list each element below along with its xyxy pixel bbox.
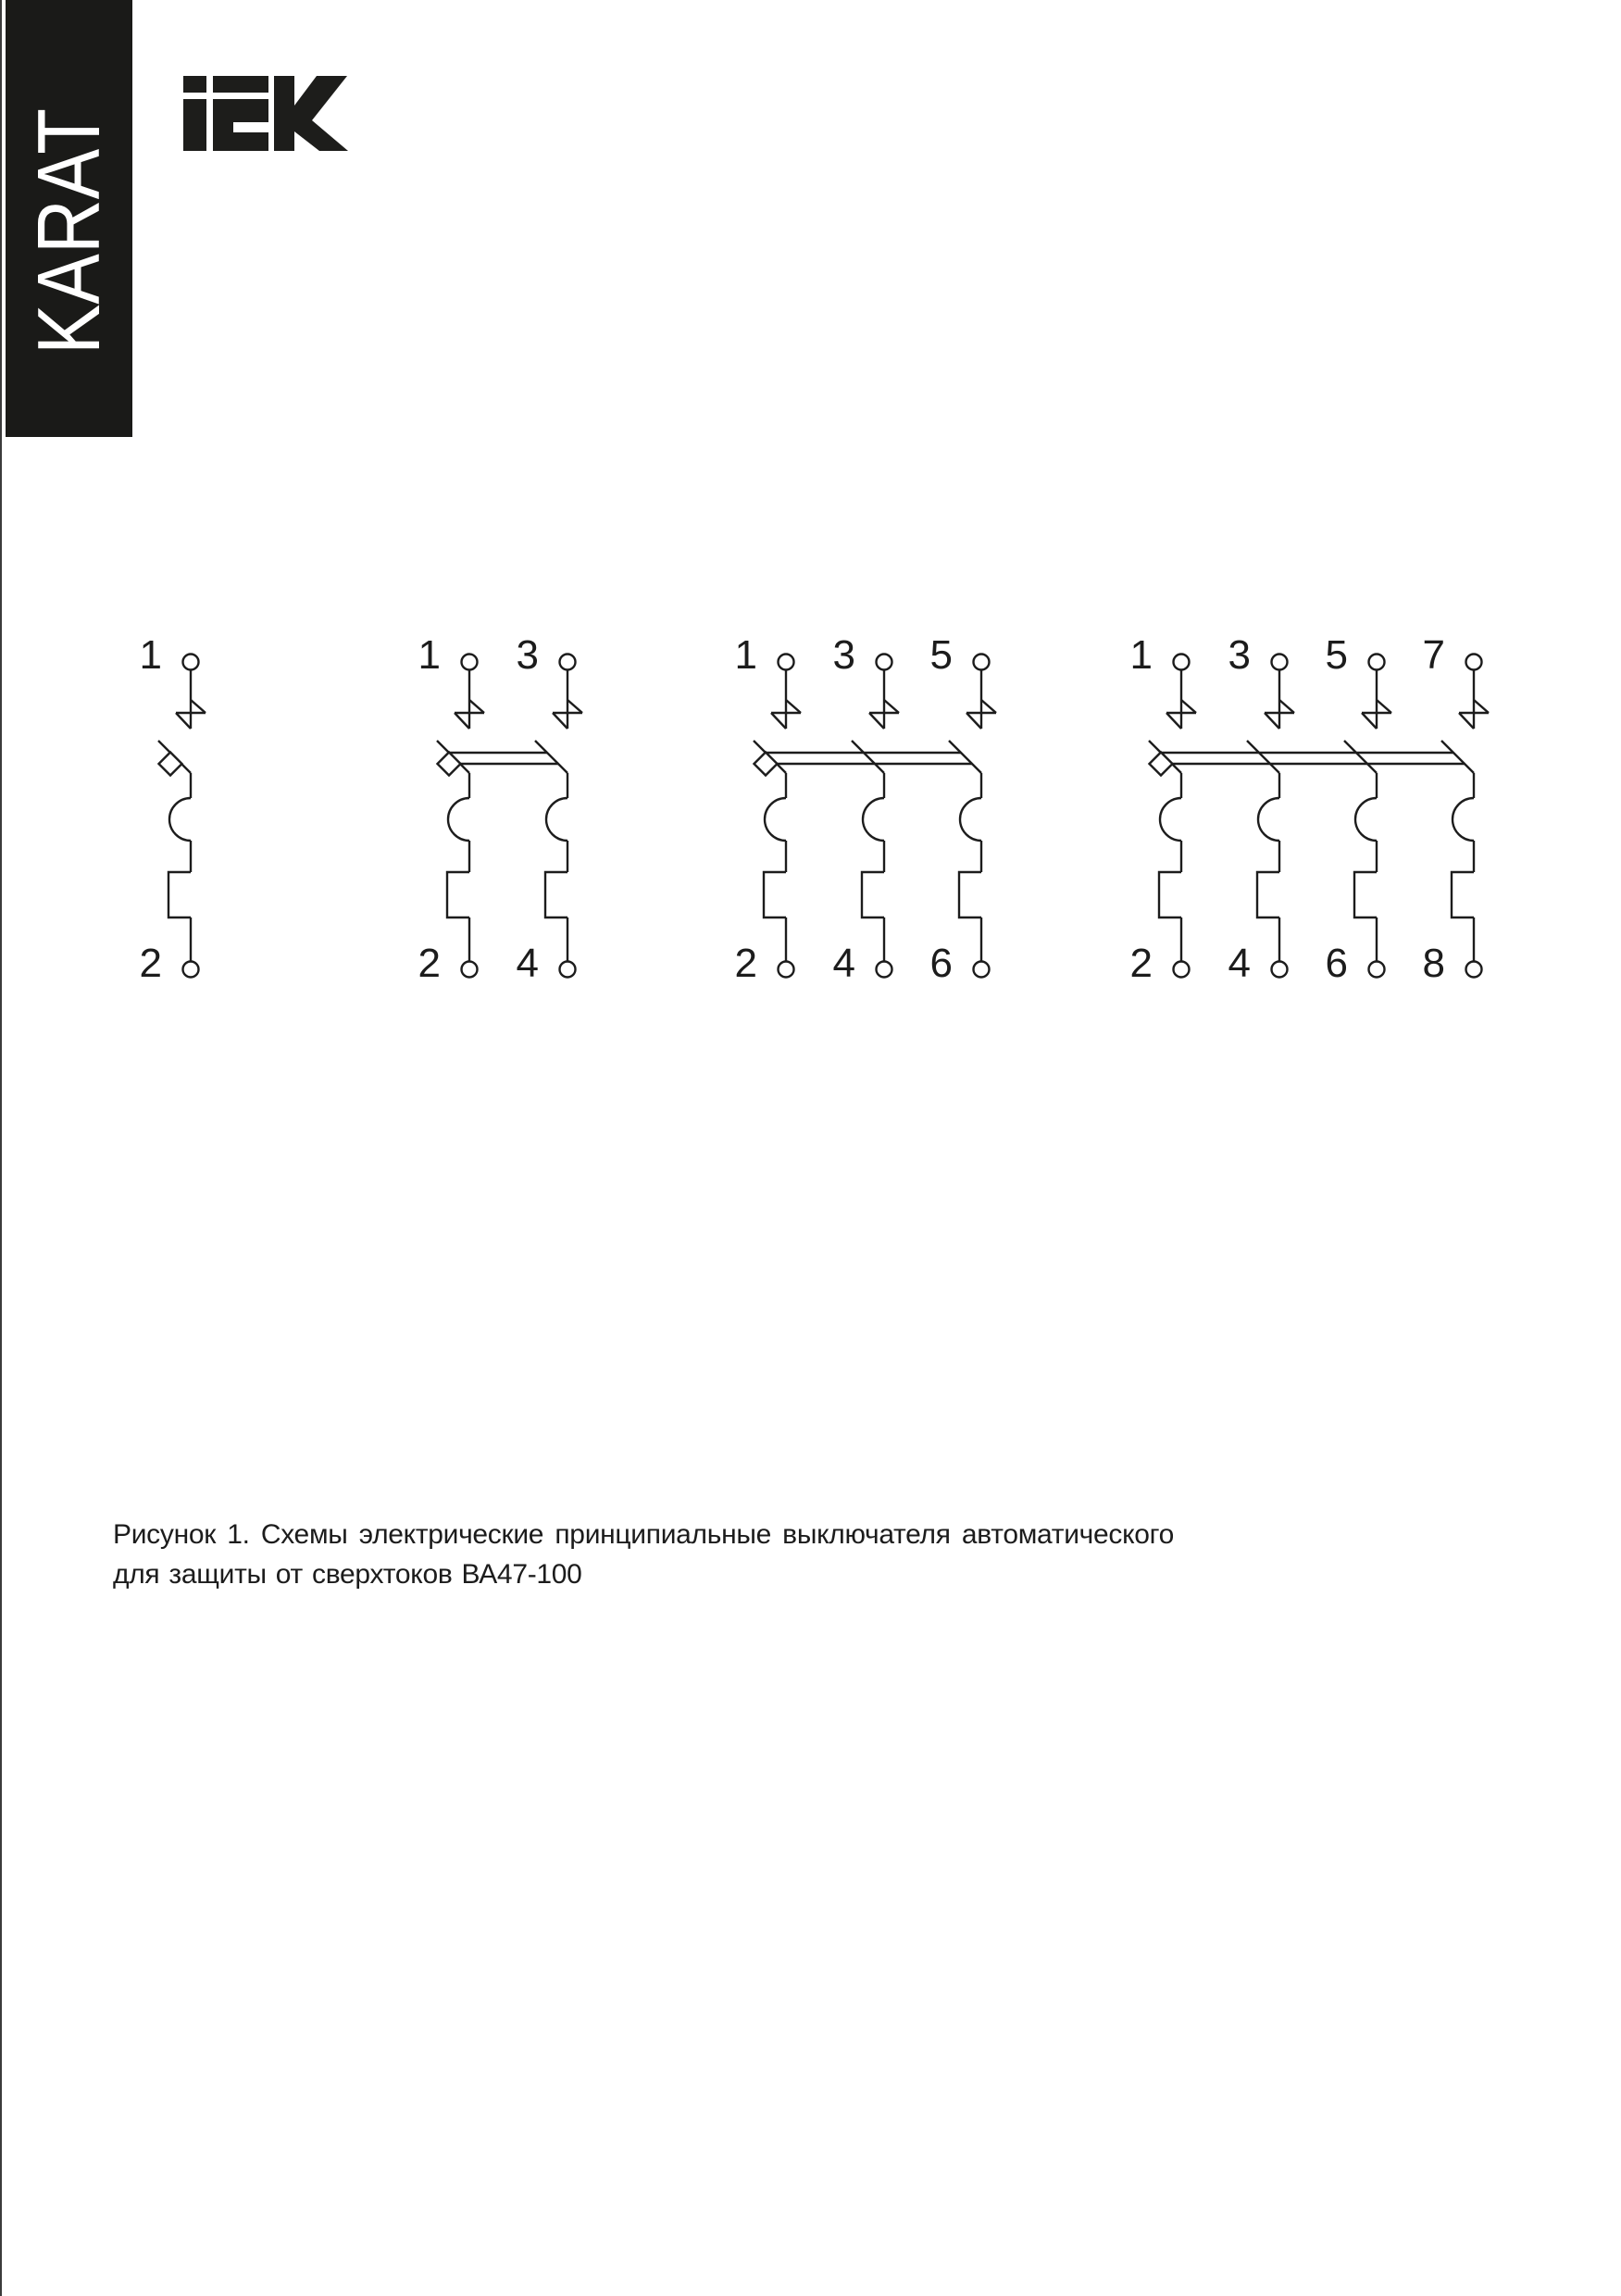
terminal-label-top: 1: [139, 632, 162, 678]
figure-caption-line1: Рисунок 1. Схемы электрические принципиальные выключателя автоматического: [113, 1519, 1174, 1550]
logo-k-upper-arm: [294, 76, 347, 120]
magnetic-release-arc: [1258, 798, 1279, 841]
terminal-label-top: 7: [1422, 632, 1445, 678]
terminal-circle-bottom: [1369, 962, 1385, 978]
terminal-label-bottom: 4: [832, 941, 855, 986]
terminal-label-bottom: 4: [516, 941, 539, 986]
thermal-release-notch: [168, 872, 191, 917]
magnetic-release-arc: [448, 798, 469, 841]
latch-square: [1150, 753, 1173, 776]
banner-title: KARAT: [19, 108, 118, 355]
figure-caption-line2: для защиты от сверхтоков ВА47-100: [113, 1559, 582, 1590]
pole-5: [1326, 632, 1391, 986]
iek-logo: [181, 74, 353, 153]
logo-i-bar: [183, 99, 206, 151]
logo-k-lower-arm: [294, 120, 348, 151]
schematic-3-pole: [735, 632, 996, 986]
pole-3: [833, 632, 899, 986]
logo-e-body: [213, 99, 268, 151]
terminal-circle-top: [1272, 655, 1288, 670]
terminal-label-top: 1: [418, 632, 441, 678]
magnetic-release-arc: [960, 798, 981, 841]
pole-1: [1130, 632, 1196, 986]
terminal-label-top: 3: [1228, 632, 1251, 678]
pole-7: [1423, 632, 1489, 986]
thermal-release-notch: [1452, 872, 1474, 917]
terminal-circle-top: [1369, 655, 1385, 670]
terminal-label-bottom: 6: [929, 941, 953, 986]
terminal-label-top: 5: [929, 632, 953, 678]
terminal-circle-top: [183, 655, 199, 670]
thermal-release-notch: [1354, 872, 1377, 917]
logo-k-stem: [274, 76, 294, 151]
thermal-release-notch: [1159, 872, 1181, 917]
schematic-2-pole: [418, 632, 582, 986]
figure-caption: [113, 1515, 1174, 1594]
terminal-circle-top: [877, 655, 892, 670]
magnetic-release-arc: [863, 798, 884, 841]
terminal-label-bottom: 2: [1129, 941, 1153, 986]
terminal-circle-top: [560, 655, 576, 670]
logo-e-top: [213, 76, 268, 93]
terminal-label-top: 3: [832, 632, 855, 678]
terminal-label-top: 1: [734, 632, 757, 678]
terminal-circle-bottom: [462, 962, 478, 978]
page-edge-line: [0, 0, 2, 2296]
latch-square: [438, 753, 461, 776]
terminal-label-bottom: 4: [1228, 941, 1251, 986]
schematic-1-pole: [140, 632, 206, 986]
terminal-label-bottom: 2: [734, 941, 757, 986]
terminal-circle-top: [779, 655, 794, 670]
terminal-circle-top: [1466, 655, 1482, 670]
terminal-label-top: 1: [1129, 632, 1153, 678]
thermal-release-notch: [764, 872, 786, 917]
terminal-circle-top: [1174, 655, 1190, 670]
schematic-4-pole: [1130, 632, 1489, 986]
terminal-label-bottom: 2: [139, 941, 162, 986]
thermal-release-notch: [1257, 872, 1279, 917]
thermal-release-notch: [959, 872, 981, 917]
pole-3: [1228, 632, 1294, 986]
terminal-circle-bottom: [183, 962, 199, 978]
terminal-circle-bottom: [1174, 962, 1190, 978]
thermal-release-notch: [545, 872, 567, 917]
terminal-label-bottom: 2: [418, 941, 441, 986]
pole-1: [418, 632, 484, 986]
pole-1: [735, 632, 801, 986]
karat-banner: [6, 0, 132, 437]
terminal-circle-bottom: [1466, 962, 1482, 978]
thermal-release-notch: [447, 872, 469, 917]
magnetic-release-arc: [1453, 798, 1474, 841]
terminal-label-top: 5: [1325, 632, 1348, 678]
pole-3: [517, 632, 582, 986]
logo-i-dot: [183, 76, 206, 93]
terminal-circle-bottom: [560, 962, 576, 978]
magnetic-release-arc: [169, 798, 191, 841]
pole-1: [140, 632, 206, 986]
terminal-circle-bottom: [779, 962, 794, 978]
terminal-label-bottom: 8: [1422, 941, 1445, 986]
terminal-circle-bottom: [877, 962, 892, 978]
terminal-circle-bottom: [1272, 962, 1288, 978]
iek-logo-shapes: [183, 76, 348, 151]
magnetic-release-arc: [765, 798, 786, 841]
pole-5: [930, 632, 996, 986]
terminal-circle-bottom: [974, 962, 990, 978]
terminal-circle-top: [462, 655, 478, 670]
magnetic-release-arc: [546, 798, 567, 841]
magnetic-release-arc: [1355, 798, 1377, 841]
thermal-release-notch: [862, 872, 884, 917]
terminal-circle-top: [974, 655, 990, 670]
terminal-label-top: 3: [516, 632, 539, 678]
latch-square: [159, 753, 182, 776]
terminal-label-bottom: 6: [1325, 941, 1348, 986]
magnetic-release-arc: [1160, 798, 1181, 841]
latch-square: [754, 753, 778, 776]
